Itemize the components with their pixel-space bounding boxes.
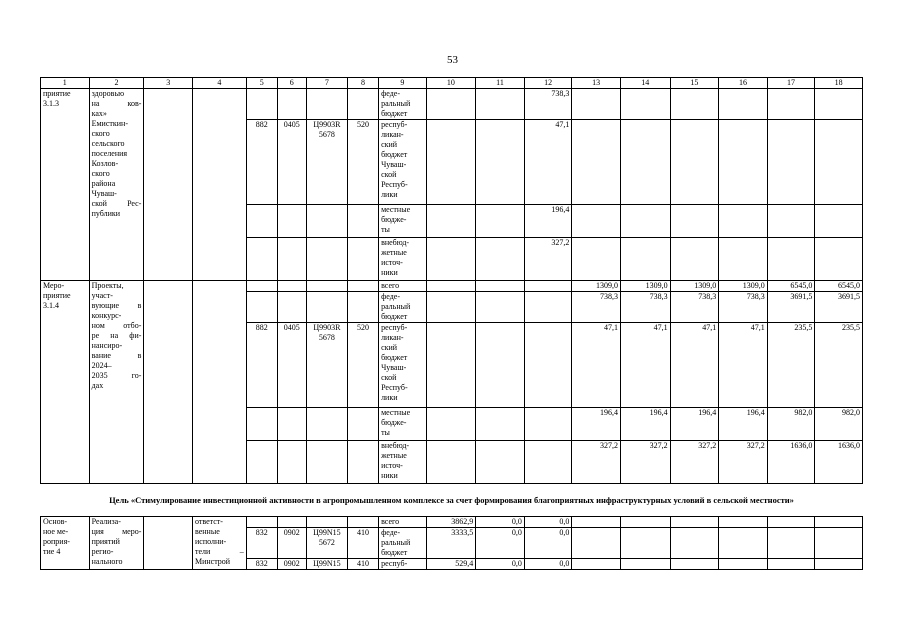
budget-table-continued: [40, 516, 863, 570]
subprogram-cell: [144, 517, 193, 570]
value-cell: [524, 441, 572, 484]
section-code-cell: [277, 292, 306, 323]
value-cell: 0,0: [524, 528, 572, 559]
value-cell: 47,1: [524, 120, 572, 205]
value-cell: [815, 559, 863, 570]
subprogram-cell: [144, 89, 193, 281]
value-cell: [524, 281, 572, 292]
target-article-cell: Ц9903R 5678: [306, 323, 347, 408]
grbs-code-cell: [246, 292, 277, 323]
value-cell: [670, 528, 719, 559]
funding-source-cell: феде- ральный бюджет: [379, 528, 427, 559]
value-cell: 47,1: [719, 323, 768, 408]
value-cell: [670, 120, 719, 205]
expense-type-cell: 520: [348, 323, 379, 408]
column-number: 11: [476, 78, 525, 89]
value-cell: 3333,5: [426, 528, 476, 559]
value-cell: 0,0: [524, 559, 572, 570]
grbs-code-cell: [246, 205, 277, 238]
value-cell: 6545,0: [767, 281, 815, 292]
grbs-code-cell: [246, 441, 277, 484]
column-number: 16: [719, 78, 768, 89]
value-cell: 738,3: [719, 292, 768, 323]
section-code-cell: [277, 408, 306, 441]
value-cell: [524, 292, 572, 323]
column-number: 12: [524, 78, 572, 89]
target-article-cell: [306, 292, 347, 323]
value-cell: [620, 528, 670, 559]
responsible-cell: [192, 89, 246, 281]
section-code-cell: 0902: [277, 559, 306, 570]
column-number: 17: [767, 78, 815, 89]
value-cell: 235,5: [815, 323, 863, 408]
value-cell: [476, 441, 525, 484]
event-number-cell: Основ- ное ме- роприя- тие 4: [41, 517, 90, 570]
value-cell: [426, 408, 476, 441]
value-cell: 738,3: [524, 89, 572, 120]
value-cell: [767, 238, 815, 281]
funding-source-cell: местные бюдже- ты: [379, 205, 427, 238]
value-cell: 47,1: [620, 323, 670, 408]
section-code-cell: 0902: [277, 528, 306, 559]
value-cell: 3691,5: [815, 292, 863, 323]
grbs-code-cell: [246, 238, 277, 281]
value-cell: 1309,0: [572, 281, 621, 292]
value-cell: [426, 441, 476, 484]
target-article-cell: [306, 89, 347, 120]
value-cell: 1636,0: [767, 441, 815, 484]
funding-source-cell: респуб- ликан- ский бюджет Чуваш- ской Респуб- лики: [379, 323, 427, 408]
expense-type-cell: 520: [348, 120, 379, 205]
value-cell: [815, 238, 863, 281]
value-cell: 6545,0: [815, 281, 863, 292]
column-number: 2: [89, 78, 144, 89]
value-cell: 1309,0: [719, 281, 768, 292]
value-cell: [620, 517, 670, 528]
value-cell: [476, 408, 525, 441]
value-cell: [476, 238, 525, 281]
target-article-cell: [306, 408, 347, 441]
funding-source-cell: местные бюдже- ты: [379, 408, 427, 441]
subprogram-cell: [144, 281, 193, 484]
grbs-code-cell: [246, 281, 277, 292]
value-cell: [476, 292, 525, 323]
value-cell: [572, 528, 621, 559]
value-cell: 196,4: [572, 408, 621, 441]
value-cell: [426, 281, 476, 292]
value-cell: [524, 408, 572, 441]
value-cell: 327,2: [524, 238, 572, 281]
event-name-cell: Реализа- ция меро- приятий регио- нального: [89, 517, 144, 570]
value-cell: 982,0: [815, 408, 863, 441]
responsible-cell: ответст- венные исполни- тели – Минстрой: [192, 517, 246, 570]
value-cell: 3691,5: [767, 292, 815, 323]
value-cell: 327,2: [719, 441, 768, 484]
value-cell: [426, 120, 476, 205]
value-cell: 738,3: [620, 292, 670, 323]
value-cell: [426, 205, 476, 238]
grbs-code-cell: [246, 517, 277, 528]
value-cell: 327,2: [572, 441, 621, 484]
value-cell: 738,3: [670, 292, 719, 323]
target-article-cell: [306, 441, 347, 484]
value-cell: [572, 238, 621, 281]
grbs-code-cell: 832: [246, 528, 277, 559]
expense-type-cell: [348, 292, 379, 323]
value-cell: [572, 89, 621, 120]
value-cell: [670, 517, 719, 528]
value-cell: [719, 89, 768, 120]
funding-source-cell: внебюд- жетные источ- ники: [379, 238, 427, 281]
target-article-cell: [306, 238, 347, 281]
value-cell: 982,0: [767, 408, 815, 441]
value-cell: [476, 205, 525, 238]
section-code-cell: [277, 517, 306, 528]
value-cell: [815, 528, 863, 559]
expense-type-cell: 410: [348, 528, 379, 559]
value-cell: [767, 89, 815, 120]
value-cell: [620, 89, 670, 120]
funding-source-cell: феде- ральный бюджет: [379, 89, 427, 120]
value-cell: [670, 205, 719, 238]
table-row: [41, 517, 863, 528]
value-cell: [815, 89, 863, 120]
value-cell: [767, 559, 815, 570]
column-number: 15: [670, 78, 719, 89]
column-number: 9: [379, 78, 427, 89]
value-cell: [815, 517, 863, 528]
value-cell: 196,4: [620, 408, 670, 441]
value-cell: [572, 559, 621, 570]
section-code-cell: [277, 205, 306, 238]
value-cell: 47,1: [670, 323, 719, 408]
value-cell: [572, 517, 621, 528]
grbs-code-cell: [246, 89, 277, 120]
value-cell: 196,4: [670, 408, 719, 441]
table-row: [41, 89, 863, 120]
value-cell: 1309,0: [670, 281, 719, 292]
value-cell: [476, 323, 525, 408]
grbs-code-cell: 882: [246, 120, 277, 205]
section-code-cell: [277, 281, 306, 292]
value-cell: [719, 528, 768, 559]
value-cell: [815, 205, 863, 238]
value-cell: [719, 517, 768, 528]
value-cell: 0,0: [524, 517, 572, 528]
column-number-row: [41, 78, 863, 89]
column-number: 7: [306, 78, 347, 89]
section-code-cell: 0405: [277, 323, 306, 408]
value-cell: [719, 120, 768, 205]
table-row: [41, 281, 863, 292]
value-cell: [670, 559, 719, 570]
funding-source-cell: феде- ральный бюджет: [379, 292, 427, 323]
section-code-cell: [277, 238, 306, 281]
value-cell: [620, 559, 670, 570]
budget-table: [40, 77, 863, 484]
section-code-cell: [277, 441, 306, 484]
value-cell: 529,4: [426, 559, 476, 570]
value-cell: [767, 517, 815, 528]
funding-source-cell: внебюд- жетные источ- ники: [379, 441, 427, 484]
event-number-cell: приятие 3.1.3: [41, 89, 90, 281]
expense-type-cell: [348, 517, 379, 528]
funding-source-cell: респуб-: [379, 559, 427, 570]
column-number: 8: [348, 78, 379, 89]
value-cell: 0,0: [476, 559, 525, 570]
value-cell: [767, 205, 815, 238]
value-cell: [815, 120, 863, 205]
column-number: 18: [815, 78, 863, 89]
expense-type-cell: [348, 238, 379, 281]
value-cell: 1309,0: [620, 281, 670, 292]
expense-type-cell: [348, 89, 379, 120]
value-cell: [620, 238, 670, 281]
column-number: 1: [41, 78, 90, 89]
value-cell: 0,0: [476, 528, 525, 559]
value-cell: [767, 528, 815, 559]
value-cell: 3862,9: [426, 517, 476, 528]
value-cell: [670, 238, 719, 281]
value-cell: [572, 120, 621, 205]
value-cell: [670, 89, 719, 120]
value-cell: [524, 323, 572, 408]
column-number: 13: [572, 78, 621, 89]
expense-type-cell: [348, 408, 379, 441]
event-name-cell: Проекты, участ- вующие в конкурс- ном отбо- ре на фи- нансиро- вание в 2024– 2035 го- дах: [89, 281, 144, 484]
value-cell: [426, 323, 476, 408]
value-cell: 47,1: [572, 323, 621, 408]
section-code-cell: [277, 89, 306, 120]
event-number-cell: Меро- приятие 3.1.4: [41, 281, 90, 484]
column-number: 14: [620, 78, 670, 89]
target-article-cell: Ц99N15: [306, 559, 347, 570]
grbs-code-cell: 882: [246, 323, 277, 408]
value-cell: [767, 120, 815, 205]
value-cell: [719, 559, 768, 570]
funding-source-cell: всего: [379, 281, 427, 292]
value-cell: [426, 89, 476, 120]
value-cell: [620, 205, 670, 238]
value-cell: [476, 89, 525, 120]
value-cell: [426, 292, 476, 323]
target-article-cell: Ц9903R 5678: [306, 120, 347, 205]
page-number: 53: [447, 54, 458, 66]
value-cell: [426, 238, 476, 281]
value-cell: 0,0: [476, 517, 525, 528]
funding-source-cell: респуб- ликан- ский бюджет Чуваш- ской Респуб- лики: [379, 120, 427, 205]
value-cell: 1636,0: [815, 441, 863, 484]
value-cell: [719, 238, 768, 281]
section-code-cell: 0405: [277, 120, 306, 205]
value-cell: 196,4: [524, 205, 572, 238]
expense-type-cell: 410: [348, 559, 379, 570]
target-article-cell: Ц99N15 5672: [306, 528, 347, 559]
value-cell: [572, 205, 621, 238]
funding-source-cell: всего: [379, 517, 427, 528]
grbs-code-cell: 832: [246, 559, 277, 570]
value-cell: [476, 281, 525, 292]
value-cell: 327,2: [670, 441, 719, 484]
column-number: 10: [426, 78, 476, 89]
target-article-cell: [306, 517, 347, 528]
value-cell: 196,4: [719, 408, 768, 441]
expense-type-cell: [348, 441, 379, 484]
responsible-cell: [192, 281, 246, 484]
grbs-code-cell: [246, 408, 277, 441]
column-number: 5: [246, 78, 277, 89]
column-number: 3: [144, 78, 193, 89]
value-cell: 738,3: [572, 292, 621, 323]
target-article-cell: [306, 205, 347, 238]
value-cell: 235,5: [767, 323, 815, 408]
value-cell: [620, 120, 670, 205]
value-cell: 327,2: [620, 441, 670, 484]
expense-type-cell: [348, 205, 379, 238]
expense-type-cell: [348, 281, 379, 292]
value-cell: [476, 120, 525, 205]
goal-heading: Цель «Стимулирование инвестиционной активности в агропромышленном комплексе за счет формирования благоприятных инфраструктурных условий в сельской местности»: [109, 495, 794, 505]
event-name-cell: здоровью на ков- ках» Емисткин- ского сельского поселения Козлов- ского района Чуваш- ской Рес- публики: [89, 89, 144, 281]
target-article-cell: [306, 281, 347, 292]
column-number: 6: [277, 78, 306, 89]
column-number: 4: [192, 78, 246, 89]
value-cell: [719, 205, 768, 238]
